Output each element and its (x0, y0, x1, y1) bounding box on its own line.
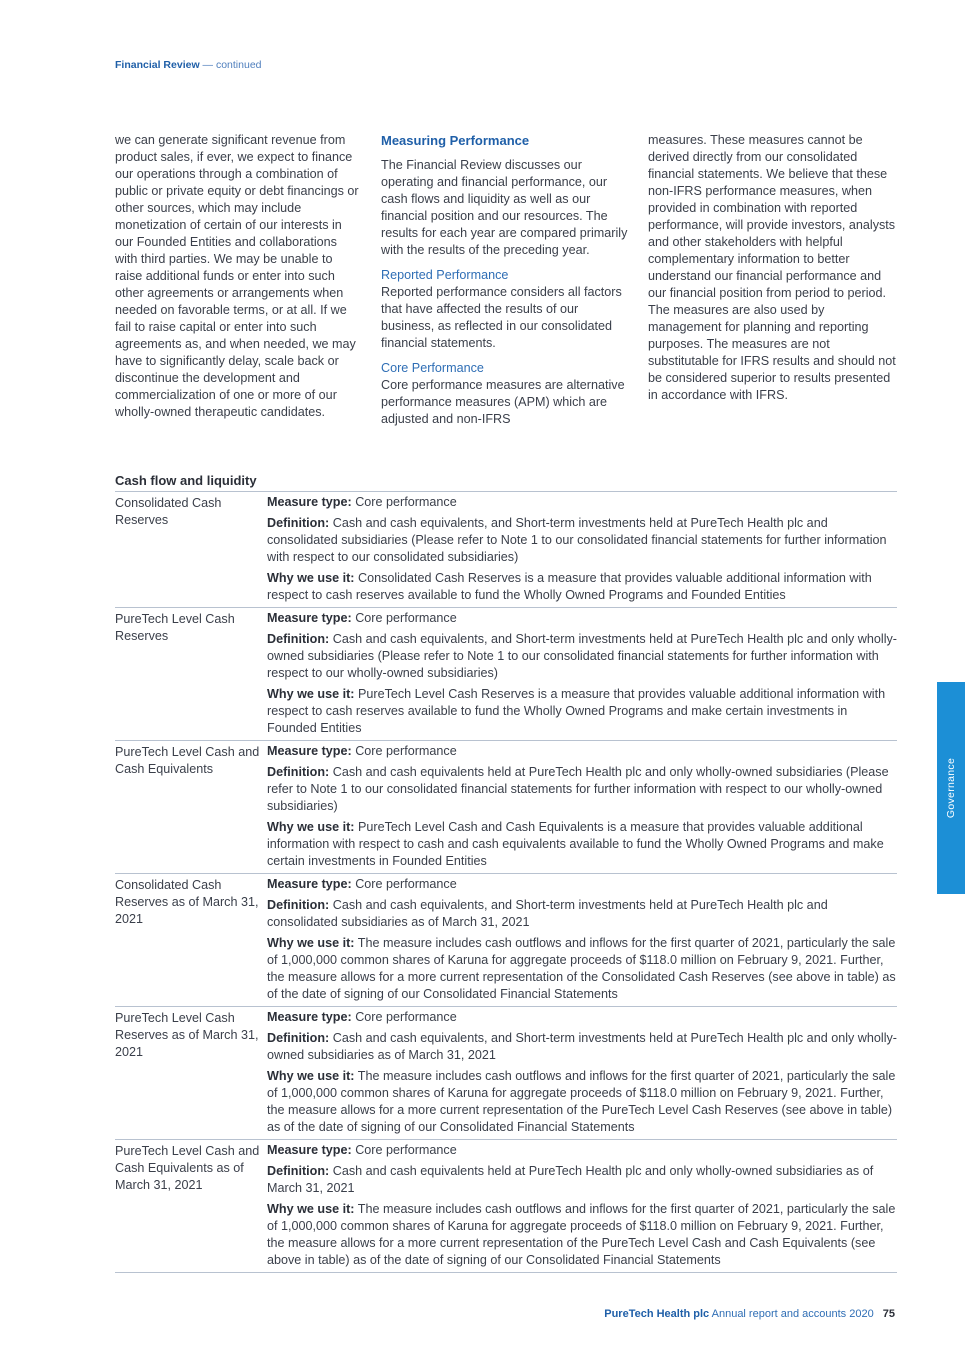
core-performance-text: Core performance measures are alternative performance measures (APM) which are adjusted and non-IFRS (381, 378, 625, 426)
why-we-use-it-key: Why we use it: (267, 1202, 355, 1216)
definition-key: Definition: (267, 1031, 330, 1045)
measuring-performance-text: The Financial Review discusses our operating and financial performance, our cash flows and liquidity as well as our financial position and our resources. The results for each year are compared primarily with the results of the preceding year. (381, 158, 628, 257)
why-we-use-it-line (267, 570, 897, 604)
definition-key: Definition: (267, 898, 330, 912)
reported-performance-heading: Reported Performance (381, 268, 509, 282)
measure-type-line (267, 876, 897, 893)
measure-type-line (267, 610, 897, 627)
why-we-use-it-line (267, 935, 897, 1003)
why-we-use-it-line (267, 819, 897, 870)
definition-line (267, 764, 897, 815)
measure-type-line (267, 494, 897, 511)
row-label: Consolidated Cash Reserves (115, 496, 222, 527)
intro-col1-text: we can generate significant revenue from product sales, if ever, we expect to finance our operations through a combination of public or private equity or debt financings or other sources, which may include monetization of certain of our interests in our Founded Entities and collaborations with third parties. We may be unable to raise additional funds or enter into such other agreements or arrangements when needed on favorable terms, or at all. If we fail to raise capital or enter into such agreements as, and when needed, we may have to significantly delay, scale back or discontinue the development and commercialization of one or more of our wholly-owned therapeutic candidates. (115, 133, 359, 419)
definition-line (267, 897, 897, 931)
governance-tab-label: Governance (945, 757, 957, 819)
measure-type-value: Core performance (355, 1143, 457, 1157)
cash-flow-table (115, 491, 897, 1273)
page-footer (604, 1308, 895, 1320)
definition-value: Cash and cash equivalents, and Short-term investments held at PureTech Health plc and consolidated subsidiaries as of March 31, 2021 (267, 898, 828, 929)
reported-performance-text: Reported performance considers all factors that have affected the results of our business, as reflected in our consolidated financial statements. (381, 285, 622, 350)
definition-key: Definition: (267, 516, 330, 530)
row-body (267, 1009, 897, 1136)
measure-type-key: Measure type: (267, 1010, 352, 1024)
measure-type-value: Core performance (355, 611, 457, 625)
table-row (115, 873, 897, 1006)
definition-value: Cash and cash equivalents held at PureTech Health plc and only wholly-owned subsidiaries as of March 31, 2021 (267, 1164, 874, 1195)
why-we-use-it-value: The measure includes cash outflows and inflows for the first quarter of 2021, particularly the sale of 1,000,000 common shares of Karuna for aggregate proceeds of $118.0 million on February 9, 2021. Further, the measure allows for a more current representation of the PureTech Level Cash and Cash Equivalents (see above in table) as of the date of signing of our Consolidated Financial Statements (267, 1202, 896, 1267)
running-header (115, 59, 262, 71)
footer-company: PureTech Health plc (604, 1308, 710, 1320)
core-performance-heading: Core Performance (381, 361, 484, 375)
why-we-use-it-value: PureTech Level Cash and Cash Equivalents is a measure that provides valuable additional information with respect to cash and cash equivalents available to fund the Wholly Owned Programs and make certain investments in Founded Entities (267, 820, 884, 868)
measure-type-key: Measure type: (267, 1143, 352, 1157)
table-row (115, 607, 897, 740)
row-label: PureTech Level Cash Reserves as of March 31, 2021 (115, 1011, 259, 1059)
measure-type-line (267, 1142, 897, 1159)
definition-key: Definition: (267, 632, 330, 646)
table-row (115, 740, 897, 873)
footer-report: Annual report and accounts 2020 (711, 1308, 874, 1320)
measure-type-key: Measure type: (267, 744, 352, 758)
table-row (115, 1006, 897, 1139)
measure-type-value: Core performance (355, 877, 457, 891)
measure-type-key: Measure type: (267, 877, 352, 891)
table-row (115, 1139, 897, 1273)
definition-line (267, 631, 897, 682)
page-number: 75 (882, 1308, 895, 1320)
governance-section-tab[interactable] (937, 682, 965, 894)
table-row (115, 491, 897, 607)
measure-type-key: Measure type: (267, 611, 352, 625)
why-we-use-it-value: The measure includes cash outflows and inflows for the first quarter of 2021, particularly the sale of 1,000,000 common shares of Karuna for aggregate proceeds of $118.0 million on February 9, 2021. Further, the measure allows for a more current representation of the Consolidated Cash Reserves (see above in table) as of the date of signing of our Consolidated Financial Statements (267, 936, 896, 1001)
why-we-use-it-line (267, 1201, 897, 1269)
why-we-use-it-key: Why we use it: (267, 820, 355, 834)
measure-type-value: Core performance (355, 495, 457, 509)
definition-line (267, 1163, 897, 1197)
running-header-section: Financial Review (115, 59, 200, 71)
row-body (267, 743, 897, 870)
why-we-use-it-value: Consolidated Cash Reserves is a measure that provides valuable additional information with respect to cash reserves available to fund the Wholly Owned Programs and Founded Entities (267, 571, 872, 602)
intro-column-1 (115, 132, 360, 421)
measure-type-value: Core performance (355, 744, 457, 758)
why-we-use-it-key: Why we use it: (267, 936, 355, 950)
cash-flow-section-title: Cash flow and liquidity (115, 473, 257, 488)
row-label: PureTech Level Cash and Cash Equivalents (115, 745, 260, 776)
row-label: Consolidated Cash Reserves as of March 31, 2021 (115, 878, 259, 926)
row-body (267, 610, 897, 737)
why-we-use-it-line (267, 1068, 897, 1136)
why-we-use-it-value: PureTech Level Cash Reserves is a measure that provides valuable additional information with respect to cash reserves available to fund the Wholly Owned Programs and make certain investments in Founded Entities (267, 687, 886, 735)
definition-value: Cash and cash equivalents, and Short-term investments held at PureTech Health plc and only wholly-owned subsidiaries as of March 31, 2021 (267, 1031, 897, 1062)
definition-value: Cash and cash equivalents, and Short-term investments held at PureTech Health plc and only wholly-owned subsidiaries (Please refer to Note 1 to our consolidated financial statements for further information with respect to our wholly-owned subsidiaries) (267, 632, 897, 680)
intro-column-2 (381, 132, 631, 428)
definition-key: Definition: (267, 765, 330, 779)
row-label: PureTech Level Cash Reserves (115, 612, 235, 643)
measuring-performance-heading: Measuring Performance (381, 133, 530, 148)
row-body (267, 494, 897, 604)
measure-type-value: Core performance (355, 1010, 457, 1024)
definition-value: Cash and cash equivalents, and Short-term investments held at PureTech Health plc and consolidated subsidiaries (Please refer to Note 1 to our consolidated financial statements for further information with respect to our consolidated subsidiaries) (267, 516, 887, 564)
why-we-use-it-key: Why we use it: (267, 571, 355, 585)
row-body (267, 1142, 897, 1269)
why-we-use-it-value: The measure includes cash outflows and inflows for the first quarter of 2021, particularly the sale of 1,000,000 common shares of Karuna for aggregate proceeds of $118.0 million on February 9, 2021. Further, the measure allows for a more current representation of the PureTech Level Cash Reserves (see above in table) as of the date of signing of our Consolidated Financial Statements (267, 1069, 896, 1134)
why-we-use-it-key: Why we use it: (267, 687, 355, 701)
measure-type-line (267, 1009, 897, 1026)
definition-line (267, 515, 897, 566)
row-label: PureTech Level Cash and Cash Equivalents as of March 31, 2021 (115, 1144, 260, 1192)
why-we-use-it-key: Why we use it: (267, 1069, 355, 1083)
running-header-sub: — continued (202, 59, 262, 71)
definition-key: Definition: (267, 1164, 330, 1178)
intro-column-3 (648, 132, 898, 404)
why-we-use-it-line (267, 686, 897, 737)
definition-line (267, 1030, 897, 1064)
row-body (267, 876, 897, 1003)
definition-value: Cash and cash equivalents held at PureTech Health plc and only wholly-owned subsidiaries (Please refer to Note 1 to our consolidated financial statements for further information with respect to our wholly-owned subsidiaries) (267, 765, 889, 813)
intro-col3-text: measures. These measures cannot be derived directly from our consolidated financial statements. We believe that these non-IFRS performance measures, when provided in combination with reported performance, will provide investors, analysts and other stakeholders with helpful complementary information to better understand our financial performance and our financial position from period to period. The measures are also used by management for planning and reporting purposes. The measures are not substitutable for IFRS results and should not be considered superior to results presented in accordance with IFRS. (648, 133, 896, 402)
measure-type-line (267, 743, 897, 760)
measure-type-key: Measure type: (267, 495, 352, 509)
